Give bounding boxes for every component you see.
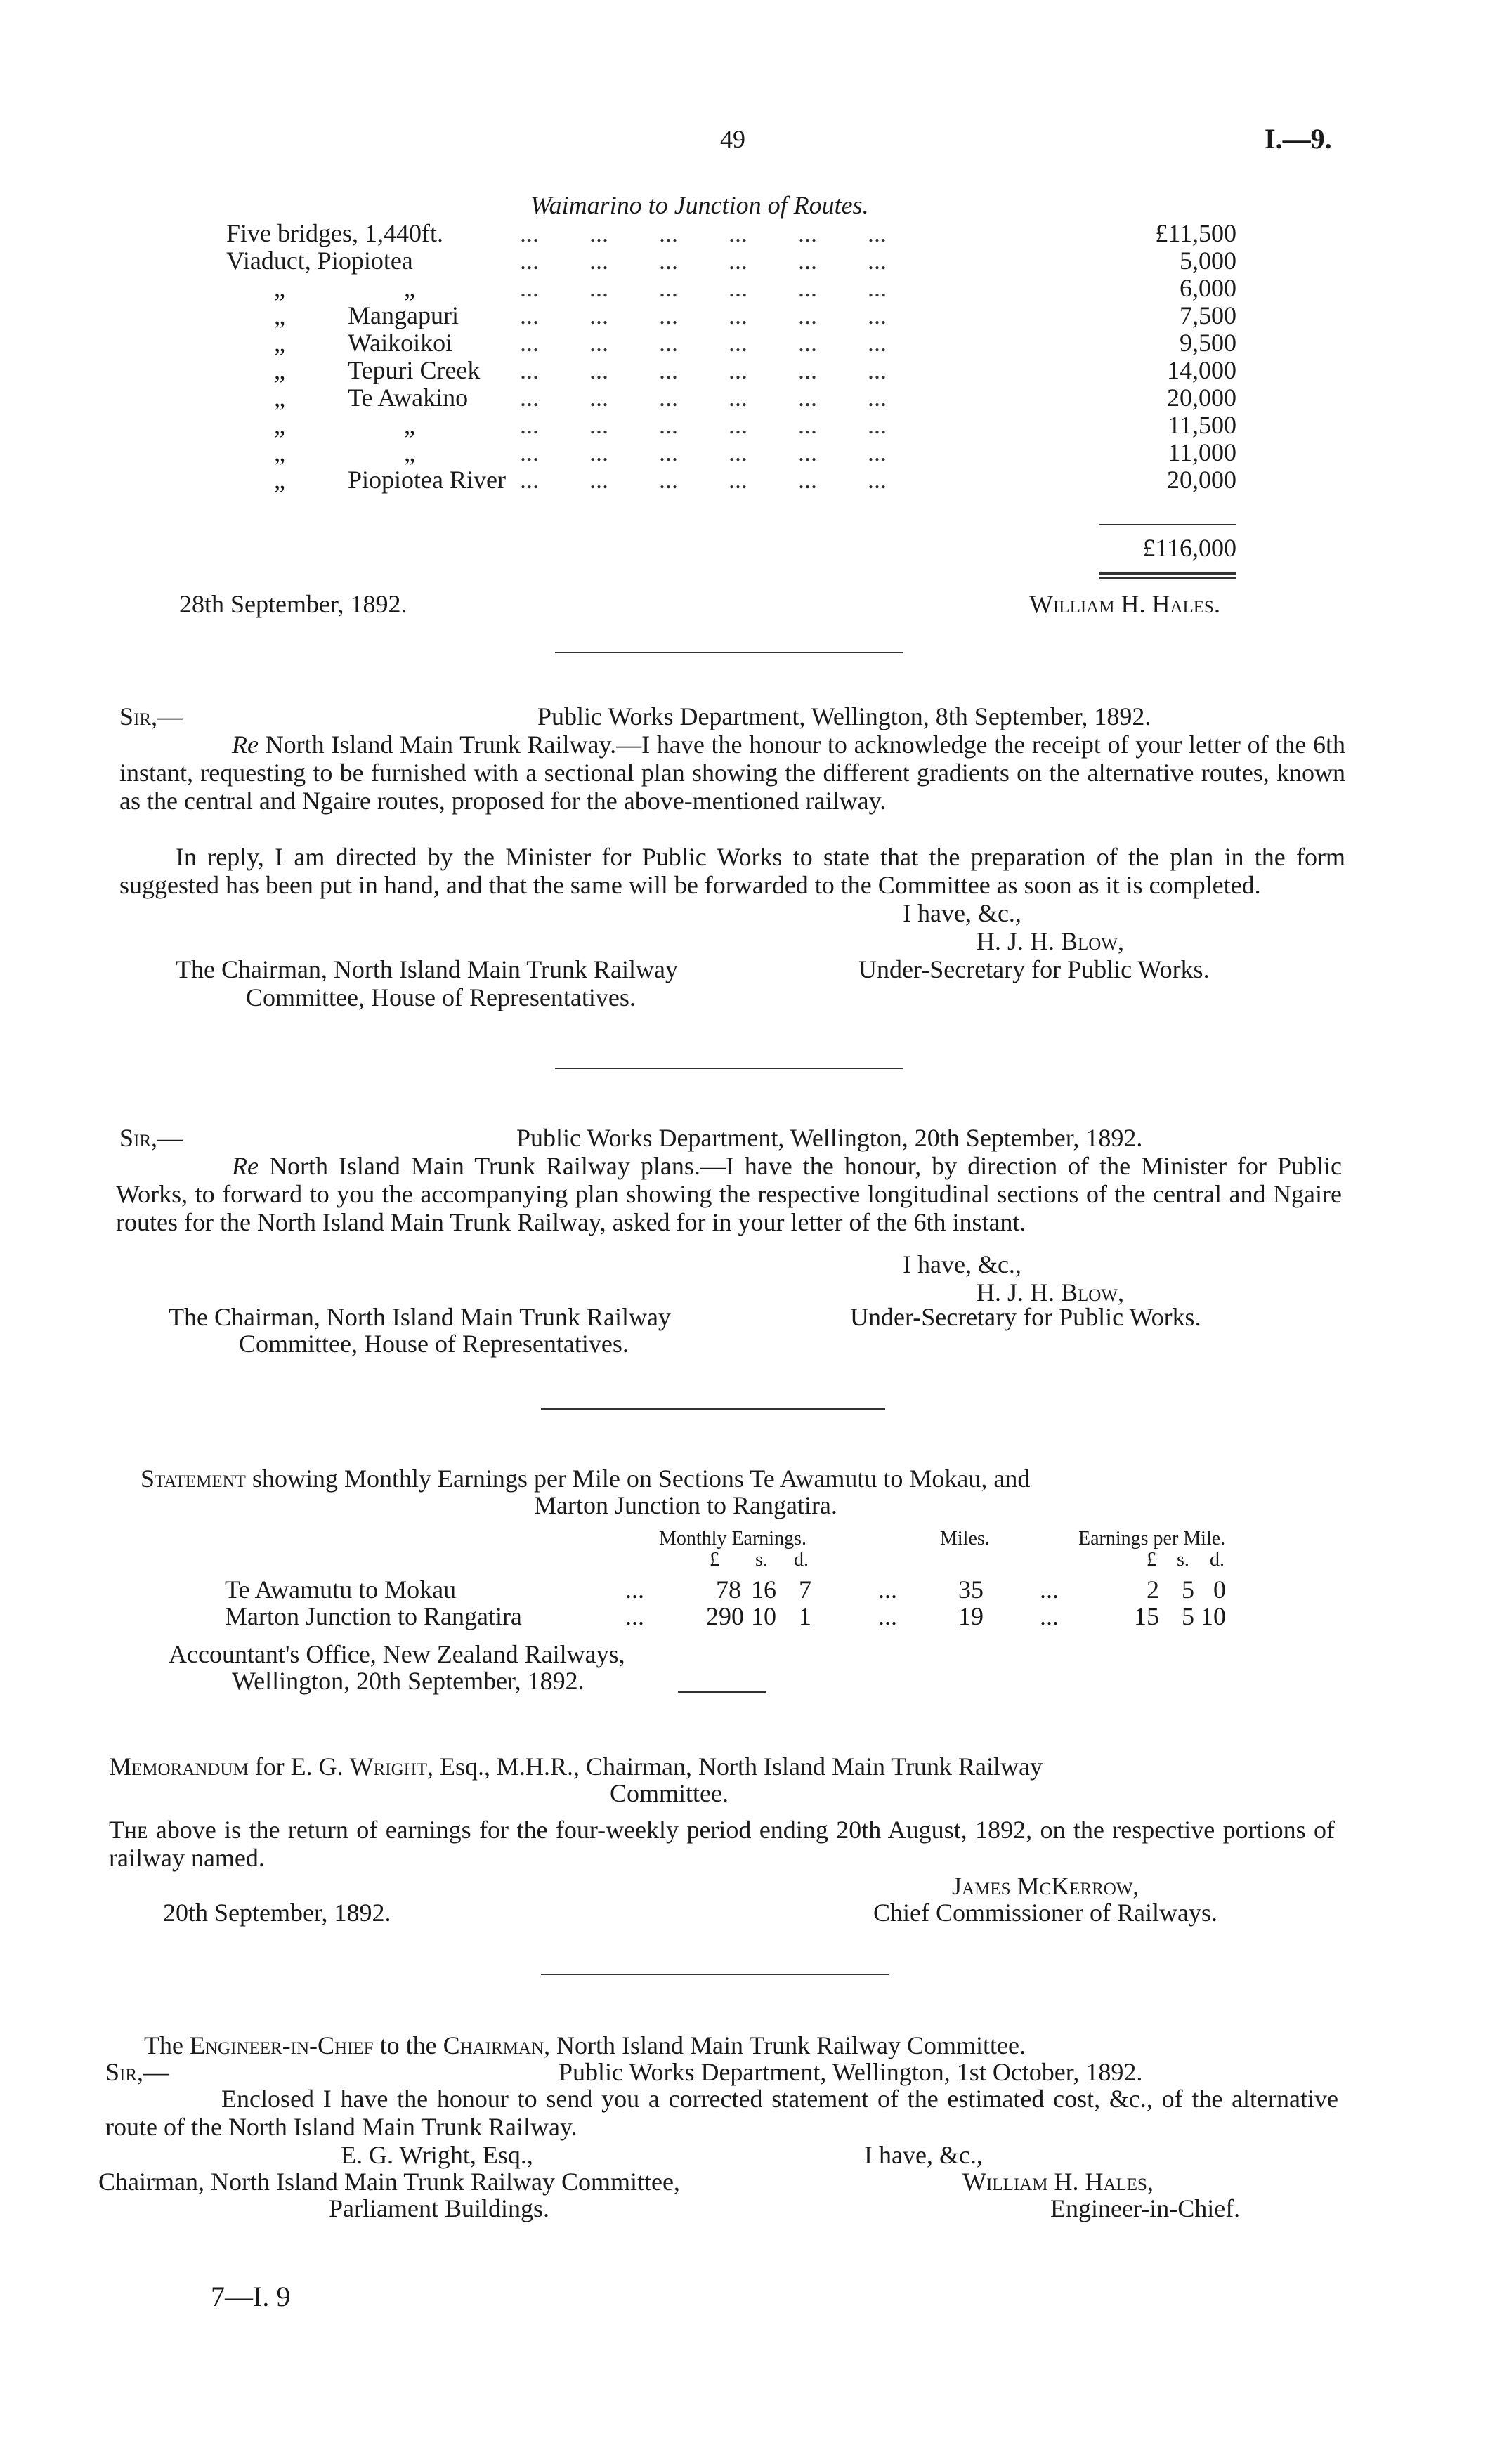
- memo-heading: [109, 1752, 1043, 1781]
- page-number: 49: [720, 125, 745, 153]
- statement-office-2: Wellington, 20th September, 1892.: [232, 1667, 585, 1695]
- col-earnings-per-mile: Earnings per Mile.: [1078, 1528, 1226, 1549]
- letter3-signer-title: Engineer-in-Chief.: [1050, 2194, 1241, 2222]
- cost-item-label: Five bridges, 1,440ft.: [226, 219, 443, 247]
- letter2-body: [116, 1152, 1342, 1236]
- cost-item-amount: 5,000: [1180, 247, 1236, 275]
- per-mile-shilling-header: s.: [1177, 1549, 1189, 1571]
- letter1-salutation: Sir,—: [119, 702, 183, 730]
- leader-dots: ... ... ... ... ... ...: [520, 301, 887, 329]
- cost-table-title: Waimarino to Junction of Routes.: [530, 191, 869, 219]
- statement-office-1: Accountant's Office, New Zealand Railways,: [169, 1640, 625, 1668]
- statement-cell-p-s: 5: [1182, 1575, 1194, 1604]
- memo-signer: James McKerrow,: [952, 1872, 1139, 1900]
- letter1-signer: H. J. H. Blow,: [977, 927, 1124, 955]
- letter3-address: Public Works Department, Wellington, 1st October, 1892.: [559, 2058, 1143, 2086]
- cost-item-amount: 11,000: [1168, 438, 1236, 466]
- section-divider: [541, 1974, 889, 1975]
- cost-item-label: Te Awakino: [348, 384, 469, 412]
- letter1-body-text-2: In reply, I am directed by the Minister for Public Works to state that the preparation of the plan in the form suggested has been put in hand, and that the same will be forwarded to the Committee as soon as it is completed.: [119, 843, 1345, 899]
- letter2-salutation: Sir,—: [119, 1124, 183, 1152]
- letter2-addressee-1: The Chairman, North Island Main Trunk Railway: [169, 1303, 671, 1331]
- cost-total: £116,000: [1142, 534, 1236, 562]
- statement-cell-p-d: 10: [1201, 1602, 1226, 1630]
- leader-dots: ...: [625, 1575, 644, 1604]
- cost-item-amount: 20,000: [1167, 466, 1236, 494]
- letter3-closing: I have, &c.,: [864, 2141, 983, 2169]
- letter3-heading: [144, 2031, 1026, 2059]
- letter2-closing: I have, &c.,: [903, 1250, 1021, 1278]
- memo-heading-2: , Esq., M.H.R., Chairman, North Island Main Trunk Railway: [427, 1752, 1043, 1781]
- letter3-body: [105, 2085, 1338, 2141]
- section-divider-short: [678, 1691, 766, 1693]
- total-rule: [1099, 524, 1236, 525]
- cost-item-label: Waikoikoi: [348, 329, 453, 357]
- letter3-to-2: Chairman, North Island Main Trunk Railway Committee,: [98, 2168, 680, 2196]
- leader-dots: ... ... ... ... ... ...: [520, 219, 887, 247]
- monthly-pence-header: d.: [794, 1549, 809, 1571]
- letter1-re: Re: [232, 730, 259, 759]
- statement-cell-p-l: 2: [1147, 1575, 1159, 1604]
- section-divider: [555, 652, 903, 653]
- cost-item-label: Viaduct, Piopiotea: [226, 247, 413, 275]
- letter3-heading-2: to the: [379, 2031, 437, 2059]
- letter3-body-text: Enclosed I have the honour to send you a corrected statement of the estimated cost, &c., of the alternative route of the North Island Main Trunk Railway.: [105, 2085, 1338, 2141]
- cost-item-amount: £11,500: [1155, 219, 1236, 247]
- leader-dots: ...: [878, 1575, 897, 1604]
- cost-ditto-mark: „: [274, 438, 285, 466]
- statement-cell-m-d: 1: [799, 1602, 811, 1630]
- letter3-heading-chair: Chairman: [443, 2031, 544, 2059]
- statement-cell-m-s: 10: [751, 1602, 776, 1630]
- cost-item-label: „: [404, 438, 415, 466]
- cost-item-label: Mangapuri: [348, 301, 459, 329]
- leader-dots: ...: [878, 1602, 897, 1630]
- per-mile-pound-header: £: [1147, 1549, 1156, 1571]
- memo-lead: Memorandum: [109, 1752, 249, 1781]
- cost-date: 28th September, 1892.: [179, 590, 407, 618]
- leader-dots: ... ... ... ... ... ...: [520, 274, 887, 302]
- leader-dots: ... ... ... ... ... ...: [520, 247, 887, 275]
- letter1-body-1: [119, 730, 1345, 815]
- statement-cell-m-l: 78: [716, 1575, 741, 1604]
- statement-cell-m-s: 16: [751, 1575, 776, 1604]
- statement-cell-m-d: 7: [799, 1575, 811, 1604]
- statement-cell-m-l: 290: [706, 1602, 744, 1630]
- memo-heading-1: for E. G.: [254, 1752, 344, 1781]
- letter2-address: Public Works Department, Wellington, 20th September, 1892.: [516, 1124, 1143, 1152]
- total-double-rule-1: [1099, 572, 1236, 575]
- letter3-heading-1: The: [144, 2031, 183, 2059]
- cost-item-amount: 9,500: [1180, 329, 1236, 357]
- col-miles: Miles.: [940, 1528, 990, 1549]
- cost-ditto-mark: „: [274, 329, 285, 357]
- sheet-mark: 7—I. 9: [211, 2281, 291, 2312]
- statement-title-line2: Marton Junction to Rangatira.: [534, 1491, 837, 1519]
- letter1-closing: I have, &c.,: [903, 899, 1021, 927]
- cost-ditto-mark: „: [274, 274, 285, 302]
- memo-heading-line2: Committee.: [610, 1779, 729, 1807]
- letter3-signer: William H. Hales,: [962, 2168, 1154, 2196]
- cost-item-amount: 6,000: [1180, 274, 1236, 302]
- leader-dots: ... ... ... ... ... ...: [520, 466, 887, 494]
- letter2-addressee-2: Committee, House of Representatives.: [239, 1330, 629, 1358]
- memo-body-lead: The: [109, 1816, 148, 1844]
- statement-section: Marton Junction to Rangatira: [225, 1602, 522, 1630]
- cost-item-label: Piopiotea River: [348, 466, 506, 494]
- letter2-re: Re: [232, 1152, 259, 1180]
- statement-cell-miles: 19: [958, 1602, 984, 1630]
- leader-dots: ... ... ... ... ... ...: [520, 329, 887, 357]
- document-reference: I.—9.: [1265, 123, 1332, 155]
- letter3-heading-3: , North Island Main Trunk Railway Committee.: [544, 2031, 1026, 2059]
- letter1-signer-title: Under-Secretary for Public Works.: [858, 955, 1210, 983]
- leader-dots: ...: [1040, 1575, 1059, 1604]
- total-double-rule-2: [1099, 577, 1236, 579]
- leader-dots: ... ... ... ... ... ...: [520, 384, 887, 412]
- monthly-shilling-header: s.: [755, 1549, 768, 1571]
- statement-section: Te Awamutu to Mokau: [225, 1575, 457, 1604]
- cost-item-label: „: [404, 411, 415, 439]
- cost-item-amount: 20,000: [1167, 384, 1236, 412]
- cost-item-label: Tepuri Creek: [348, 356, 481, 384]
- cost-ditto-mark: „: [274, 384, 285, 412]
- letter1-addressee-2: Committee, House of Representatives.: [246, 983, 636, 1011]
- statement-cell-p-s: 5: [1182, 1602, 1194, 1630]
- col-monthly-earnings: Monthly Earnings.: [659, 1528, 806, 1549]
- letter3-heading-eic: Engineer-in-Chief: [189, 2031, 374, 2059]
- letter1-body-text-1: North Island Main Trunk Railway.—I have the honour to acknowledge the receipt of your letter of the 6th instant, requesting to be furnished with a sectional plan showing the different gradients on the alternative routes, known as the central and Ngaire routes, proposed for the above-mentioned railway.: [119, 730, 1346, 815]
- letter1-body-2: [119, 843, 1345, 899]
- statement-lead: Statement: [141, 1464, 246, 1493]
- memo-signer-title: Chief Commissioner of Railways.: [873, 1899, 1217, 1927]
- statement-title: showing Monthly Earnings per Mile on Sections Te Awamutu to Mokau, and: [252, 1464, 1031, 1493]
- leader-dots: ...: [625, 1602, 644, 1630]
- memo-body: [109, 1816, 1335, 1872]
- letter1-address: Public Works Department, Wellington, 8th September, 1892.: [537, 702, 1151, 730]
- statement-heading: [141, 1464, 1030, 1493]
- statement-cell-p-d: 0: [1213, 1575, 1226, 1604]
- cost-ditto-mark: „: [274, 356, 285, 384]
- cost-item-amount: 11,500: [1168, 411, 1236, 439]
- cost-ditto-mark: „: [274, 411, 285, 439]
- letter3-salutation: Sir,—: [105, 2058, 169, 2086]
- leader-dots: ... ... ... ... ... ...: [520, 438, 887, 466]
- cost-signature: William H. Hales.: [1029, 590, 1220, 618]
- leader-dots: ... ... ... ... ... ...: [520, 411, 887, 439]
- cost-item-amount: 14,000: [1167, 356, 1236, 384]
- cost-item-amount: 7,500: [1180, 301, 1236, 329]
- letter1-addressee-1: The Chairman, North Island Main Trunk Railway: [176, 955, 678, 983]
- section-divider: [555, 1068, 903, 1069]
- cost-ditto-mark: „: [274, 466, 285, 494]
- monthly-pound-header: £: [710, 1549, 719, 1571]
- leader-dots: ... ... ... ... ... ...: [520, 356, 887, 384]
- letter2-signer-title: Under-Secretary for Public Works.: [850, 1303, 1201, 1331]
- letter2-body-text: North Island Main Trunk Railway plans.—I have the honour, by direction of the Minister for Public Works, to forward to you the accompanying plan showing the respective longitudinal sections of the central and Ngaire routes for the North Island Main Trunk Railway, asked for in your letter of the 6th instant.: [116, 1152, 1342, 1236]
- per-mile-pence-header: d.: [1210, 1549, 1225, 1571]
- memo-date: 20th September, 1892.: [163, 1899, 391, 1927]
- letter3-to-3: Parliament Buildings.: [329, 2194, 549, 2222]
- statement-cell-p-l: 15: [1134, 1602, 1159, 1630]
- memo-body-text: above is the return of earnings for the four-weekly period ending 20th August, 1892, on the respective portions of railway named.: [109, 1816, 1336, 1872]
- statement-cell-miles: 35: [958, 1575, 984, 1604]
- cost-item-label: „: [404, 274, 415, 302]
- letter2-signer: H. J. H. Blow,: [977, 1278, 1124, 1306]
- section-divider: [541, 1408, 885, 1410]
- letter3-to-1: E. G. Wright, Esq.,: [341, 2141, 533, 2169]
- leader-dots: ...: [1040, 1602, 1059, 1630]
- cost-ditto-mark: „: [274, 301, 285, 329]
- memo-name: Wright: [349, 1752, 428, 1781]
